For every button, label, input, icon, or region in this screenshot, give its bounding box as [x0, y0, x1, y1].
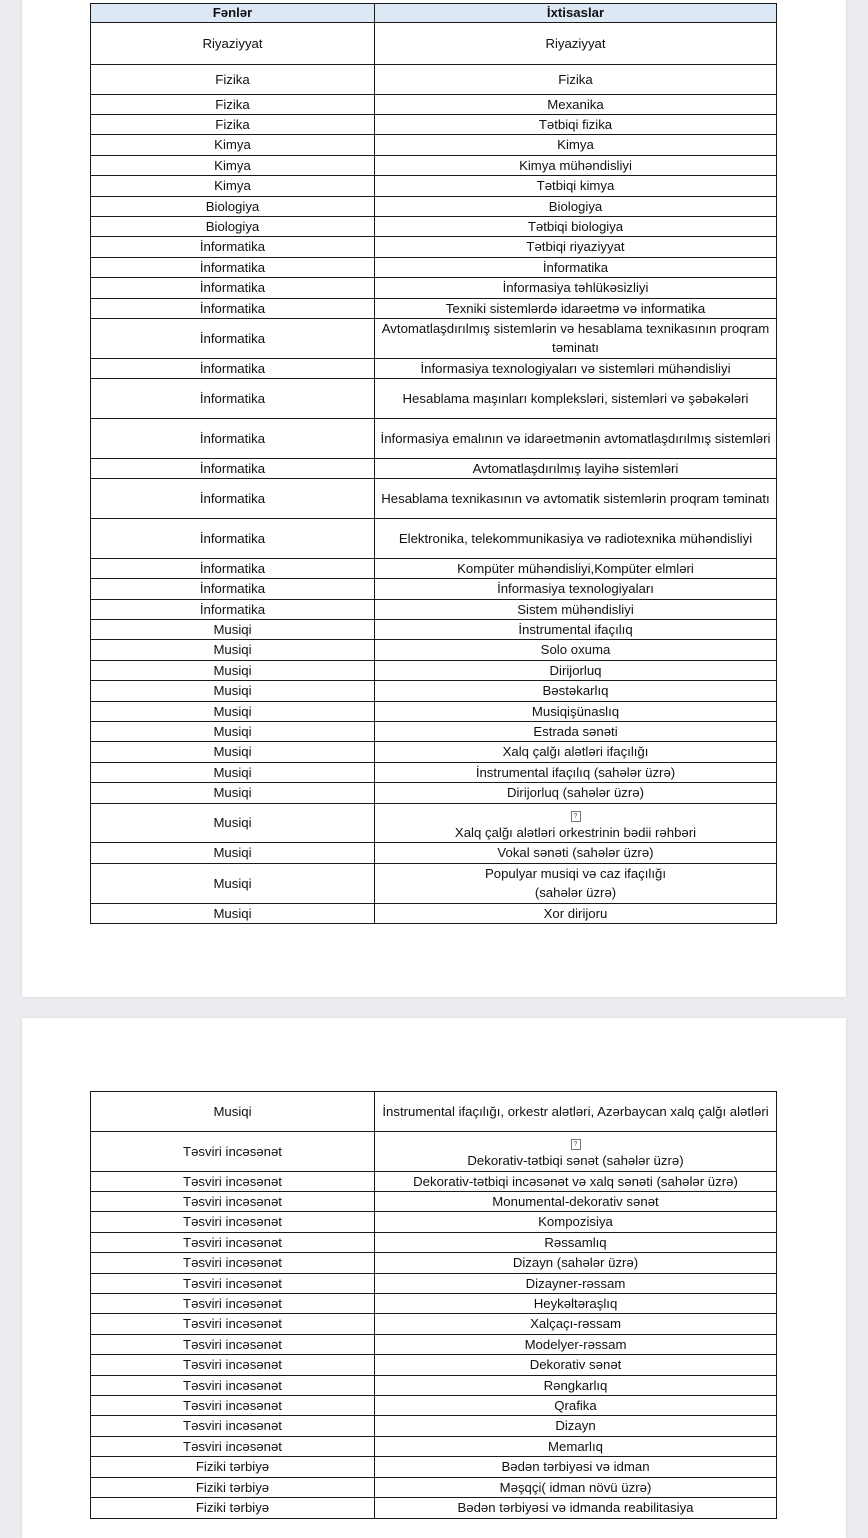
subject-cell: Fizika — [91, 65, 375, 95]
specialty-cell — [375, 518, 777, 558]
specialty-cell — [375, 1396, 777, 1416]
specialty-cell — [375, 1253, 777, 1273]
table-row — [91, 94, 777, 114]
subject-cell: Təsviri incəsənət — [91, 1253, 375, 1273]
specialty-text: Məşqçi( idman növü üzrə) — [499, 1479, 652, 1495]
specialty-cell — [375, 843, 777, 863]
table-row — [91, 1436, 777, 1456]
specialty-text: Qrafika — [554, 1398, 597, 1414]
specialty-text: Avtomatlaşdırılmış sistemlərin və hesablama texnikasının proqram təminatı — [381, 320, 770, 356]
subject-cell: Musiqi — [91, 803, 375, 843]
table-row — [91, 1212, 777, 1232]
specialty-cell — [375, 1131, 777, 1171]
subject-cell: İnformatika — [91, 599, 375, 619]
subject-cell: Musiqi — [91, 863, 375, 903]
subject-cell: Musiqi — [91, 722, 375, 742]
subject-cell: Musiqi — [91, 640, 375, 660]
specialty-text: Tətbiqi fizika — [538, 116, 613, 132]
specialty-cell — [375, 1498, 777, 1518]
subject-cell: Musiqi — [91, 903, 375, 923]
specialty-cell — [375, 1092, 777, 1132]
specialty-text: Dekorativ-tətbiqi sənət (sahələr üzrə) — [467, 1153, 684, 1169]
specialty-cell — [375, 418, 777, 458]
specialty-cell — [375, 701, 777, 721]
specialty-cell — [375, 135, 777, 155]
table-row — [91, 863, 777, 903]
specialty-text: Xor dirijoru — [543, 905, 608, 921]
subject-cell: İnformatika — [91, 518, 375, 558]
table-row — [91, 722, 777, 742]
specialty-text: Tətbiqi riyaziyyat — [526, 239, 625, 255]
specialty-text: Modelyer-rəssam — [524, 1336, 627, 1352]
specialty-text: Hesablama texnikasının və avtomatik sistemlərin proqram təminatı — [381, 490, 770, 506]
specialty-text: Musiqişünaslıq — [531, 703, 620, 719]
column-header-subjects: Fənlər — [91, 4, 375, 23]
table-row — [91, 1294, 777, 1314]
subject-cell: Musiqi — [91, 660, 375, 680]
specialty-cell — [375, 1212, 777, 1232]
table-row — [91, 660, 777, 680]
table-row — [91, 1092, 777, 1132]
specialty-cell — [375, 742, 777, 762]
specialty-cell — [375, 1294, 777, 1314]
specialty-cell — [375, 237, 777, 257]
specialty-cell — [375, 660, 777, 680]
table-row — [91, 558, 777, 578]
specialty-cell — [375, 196, 777, 216]
subject-cell: İnformatika — [91, 418, 375, 458]
specialty-text: İnformasiya texnologiyaları — [497, 581, 654, 597]
specialty-text: Solo oxuma — [540, 642, 611, 658]
specialty-text: Avtomatlaşdırılmış layihə sistemləri — [472, 460, 679, 476]
specialty-cell — [375, 1273, 777, 1293]
document-page-2 — [22, 1018, 846, 1538]
specialty-text: Hesablama maşınları kompleksləri, sistemləri və şəbəkələri — [402, 390, 749, 406]
table-body-page-1 — [91, 23, 777, 924]
table-row — [91, 135, 777, 155]
specialty-cell — [375, 681, 777, 701]
specialty-cell — [375, 1232, 777, 1252]
subject-cell: Musiqi — [91, 843, 375, 863]
subject-cell: Musiqi — [91, 762, 375, 782]
specialty-cell — [375, 762, 777, 782]
specialty-text: Kimya mühəndisliyi — [519, 157, 632, 173]
specialty-text: İnformatika — [542, 259, 609, 275]
table-row — [91, 1375, 777, 1395]
table-row — [91, 257, 777, 277]
subject-cell: Təsviri incəsənət — [91, 1314, 375, 1334]
specialty-text: Rəngkarlıq — [543, 1377, 608, 1393]
specialty-cell — [375, 94, 777, 114]
specialty-text: İnformasiya emalının və idarəetmənin avtomatlaşdırılmış sistemləri — [380, 430, 771, 446]
specialty-cell — [375, 1355, 777, 1375]
specialty-text: Dizayn — [555, 1418, 596, 1434]
subject-cell: Fiziki tərbiyə — [91, 1457, 375, 1477]
specialty-cell — [375, 176, 777, 196]
subject-cell: Təsviri incəsənət — [91, 1416, 375, 1436]
specialty-text: Xalq çalğı alətləri ifaçılığı — [502, 744, 649, 760]
subject-cell: İnformatika — [91, 318, 375, 358]
specialty-cell — [375, 1192, 777, 1212]
specialty-cell — [375, 298, 777, 318]
subject-cell: Biologiya — [91, 216, 375, 236]
table-row — [91, 903, 777, 923]
specialty-cell — [375, 318, 777, 358]
specialty-cell — [375, 1477, 777, 1497]
subject-cell: Təsviri incəsənət — [91, 1212, 375, 1232]
specialty-text: Dizayn (sahələr üzrə) — [512, 1255, 639, 1271]
specialty-cell — [375, 1416, 777, 1436]
subject-cell: Kimya — [91, 176, 375, 196]
specialty-cell — [375, 558, 777, 578]
subject-cell: İnformatika — [91, 278, 375, 298]
table-row — [91, 762, 777, 782]
subject-cell: Təsviri incəsənət — [91, 1192, 375, 1212]
specialty-cell — [375, 783, 777, 803]
subject-cell: Fizika — [91, 114, 375, 134]
specialty-text: Heykəltəraşlıq — [533, 1296, 618, 1312]
table-row — [91, 518, 777, 558]
specialty-cell — [375, 23, 777, 65]
specialty-text: Riyaziyyat — [545, 35, 606, 51]
table-row — [91, 418, 777, 458]
specialty-cell — [375, 458, 777, 478]
specialty-text: Biologiya — [548, 198, 603, 214]
specialty-cell — [375, 479, 777, 519]
document-page-1 — [22, 0, 846, 997]
specialty-text: İnstrumental ifaçılığı, orkestr alətləri, Azərbaycan xalq çalğı alətləri — [382, 1103, 769, 1119]
subject-cell: İnformatika — [91, 358, 375, 378]
specialty-text: Bədən tərbiyəsi və idman — [501, 1459, 650, 1475]
specialty-text: İnstrumental ifaçılıq (sahələr üzrə) — [475, 764, 676, 780]
table-row — [91, 599, 777, 619]
subject-cell: Fiziki tərbiyə — [91, 1498, 375, 1518]
subject-cell: İnformatika — [91, 379, 375, 419]
specialty-text: Xalq çalğı alətləri orkestrinin bədii rəhbəri — [454, 825, 697, 841]
table-row — [91, 23, 777, 65]
specialty-text: Bədən tərbiyəsi və idmanda reabilitasiya — [457, 1500, 694, 1516]
specialty-text-line2: (sahələr üzrə) — [534, 885, 617, 901]
subject-cell: İnformatika — [91, 479, 375, 519]
subject-cell: Riyaziyyat — [91, 23, 375, 65]
specialty-cell — [375, 599, 777, 619]
table-row — [91, 379, 777, 419]
specialty-text: Sistem mühəndisliyi — [517, 601, 634, 617]
table-row — [91, 1355, 777, 1375]
table-row — [91, 579, 777, 599]
specialty-cell — [375, 216, 777, 236]
table-row — [91, 1314, 777, 1334]
column-header-specialties: İxtisaslar — [375, 4, 777, 23]
subject-cell: Musiqi — [91, 701, 375, 721]
table-row — [91, 237, 777, 257]
table-row — [91, 216, 777, 236]
specialty-text: Bəstəkarlıq — [542, 683, 609, 699]
specialty-text: Fizika — [558, 71, 593, 87]
subject-cell: Təsviri incəsənət — [91, 1436, 375, 1456]
specialty-cell — [375, 863, 777, 903]
subject-cell: Musiqi — [91, 1092, 375, 1132]
subject-cell: Kimya — [91, 155, 375, 175]
specialty-text: İnstrumental ifaçılıq — [518, 622, 633, 637]
specialty-text: Memarlıq — [548, 1438, 603, 1454]
table-row — [91, 1131, 777, 1171]
specialty-text: Vokal sənəti (sahələr üzrə) — [497, 845, 654, 861]
table-row — [91, 1498, 777, 1518]
table-row — [91, 1416, 777, 1436]
specialty-text: Monumental-dekorativ sənət — [492, 1194, 659, 1210]
specialty-text: Dizayner-rəssam — [525, 1275, 626, 1291]
table-row — [91, 479, 777, 519]
subject-cell: Təsviri incəsənət — [91, 1232, 375, 1252]
specialty-cell — [375, 257, 777, 277]
specialty-cell — [375, 278, 777, 298]
subject-cell: İnformatika — [91, 257, 375, 277]
specialty-cell — [375, 803, 777, 843]
specialty-cell — [375, 1334, 777, 1354]
table-row — [91, 114, 777, 134]
table-row — [91, 1171, 777, 1191]
specialty-text: İnformasiya texnologiyaları və sistemləri mühəndisliyi — [420, 360, 731, 376]
table-row — [91, 742, 777, 762]
specialty-text: Tətbiqi biologiya — [527, 218, 624, 234]
subject-cell: Təsviri incəsənət — [91, 1396, 375, 1416]
subject-cell: Təsviri incəsənət — [91, 1294, 375, 1314]
subject-cell: Musiqi — [91, 783, 375, 803]
subject-cell: Musiqi — [91, 620, 375, 640]
subject-cell: İnformatika — [91, 558, 375, 578]
table-row — [91, 783, 777, 803]
subject-cell: Təsviri incəsənət — [91, 1355, 375, 1375]
table-row — [91, 196, 777, 216]
table-row — [91, 318, 777, 358]
subject-cell: İnformatika — [91, 298, 375, 318]
specialty-cell — [375, 65, 777, 95]
table-row — [91, 1477, 777, 1497]
subject-cell: Fizika — [91, 94, 375, 114]
table-row — [91, 681, 777, 701]
table-row — [91, 1334, 777, 1354]
table-header-row — [91, 4, 777, 23]
subject-cell: Kimya — [91, 135, 375, 155]
subject-cell: İnformatika — [91, 458, 375, 478]
table-row — [91, 1253, 777, 1273]
specialty-text: Estrada sənəti — [533, 724, 618, 740]
table-row — [91, 1232, 777, 1252]
specialty-text: Texniki sistemlərdə idarəetmə və informatika — [445, 300, 706, 316]
specialty-cell — [375, 1375, 777, 1395]
subject-cell: Musiqi — [91, 681, 375, 701]
specialty-cell — [375, 1457, 777, 1477]
specialty-cell — [375, 722, 777, 742]
subject-cell: Təsviri incəsənət — [91, 1131, 375, 1171]
specialty-text: Rəssamlıq — [544, 1234, 607, 1250]
specialty-cell — [375, 640, 777, 660]
specialty-text: Mexanika — [547, 96, 604, 112]
specialty-text: Populyar musiqi və caz ifaçılığı — [484, 865, 667, 881]
missing-glyph-icon: ? — [571, 811, 581, 822]
specialty-cell — [375, 903, 777, 923]
specialty-cell — [375, 1436, 777, 1456]
table-row — [91, 65, 777, 95]
subject-cell: Təsviri incəsənət — [91, 1375, 375, 1395]
subject-cell: Təsviri incəsənət — [91, 1273, 375, 1293]
specialty-cell — [375, 114, 777, 134]
table-row — [91, 701, 777, 721]
table-row — [91, 298, 777, 318]
table-row — [91, 803, 777, 843]
specialty-cell — [375, 155, 777, 175]
specialty-text: Dirijorluq (sahələr üzrə) — [506, 785, 645, 801]
specialty-text: Dirijorluq — [549, 662, 602, 678]
table-row — [91, 620, 777, 640]
specialty-text: Dekorativ sənət — [529, 1357, 622, 1373]
table-row — [91, 640, 777, 660]
subjects-specialties-table — [90, 3, 777, 924]
specialty-cell — [375, 1171, 777, 1191]
subject-cell: Musiqi — [91, 742, 375, 762]
specialty-text: Tətbiqi kimya — [536, 178, 615, 194]
subject-cell: Fiziki tərbiyə — [91, 1477, 375, 1497]
subject-cell: Təsviri incəsənət — [91, 1171, 375, 1191]
table-row — [91, 458, 777, 478]
specialty-cell — [375, 358, 777, 378]
subjects-specialties-table-continued — [90, 1091, 777, 1519]
table-row — [91, 1273, 777, 1293]
specialty-text: Kimya — [557, 137, 594, 153]
specialty-text: Kompüter mühəndisliyi,Kompüter elmləri — [457, 560, 694, 576]
specialty-text: Xalçaçı-rəssam — [530, 1316, 621, 1332]
specialty-cell — [375, 1314, 777, 1334]
table-row — [91, 1396, 777, 1416]
specialty-text: Dekorativ-tətbiqi incəsənət və xalq sənəti (sahələr üzrə) — [413, 1173, 738, 1189]
table-row — [91, 1192, 777, 1212]
table-row — [91, 155, 777, 175]
table-row — [91, 278, 777, 298]
table-row — [91, 176, 777, 196]
specialty-cell — [375, 379, 777, 419]
subject-cell: İnformatika — [91, 579, 375, 599]
table-row — [91, 1457, 777, 1477]
specialty-text: Kompozisiya — [538, 1214, 613, 1230]
table-row — [91, 358, 777, 378]
subject-cell: Təsviri incəsənət — [91, 1334, 375, 1354]
subject-cell: Biologiya — [91, 196, 375, 216]
specialty-text: Elektronika, telekommunikasiya və radiotexnika mühəndisliyi — [398, 530, 753, 546]
missing-glyph-icon: ? — [571, 1139, 581, 1150]
specialty-cell — [375, 620, 777, 640]
table-row — [91, 843, 777, 863]
specialty-text: İnformasiya təhlükəsizliyi — [502, 280, 649, 296]
table-body-page-2 — [91, 1092, 777, 1519]
subject-cell: İnformatika — [91, 237, 375, 257]
specialty-cell — [375, 579, 777, 599]
